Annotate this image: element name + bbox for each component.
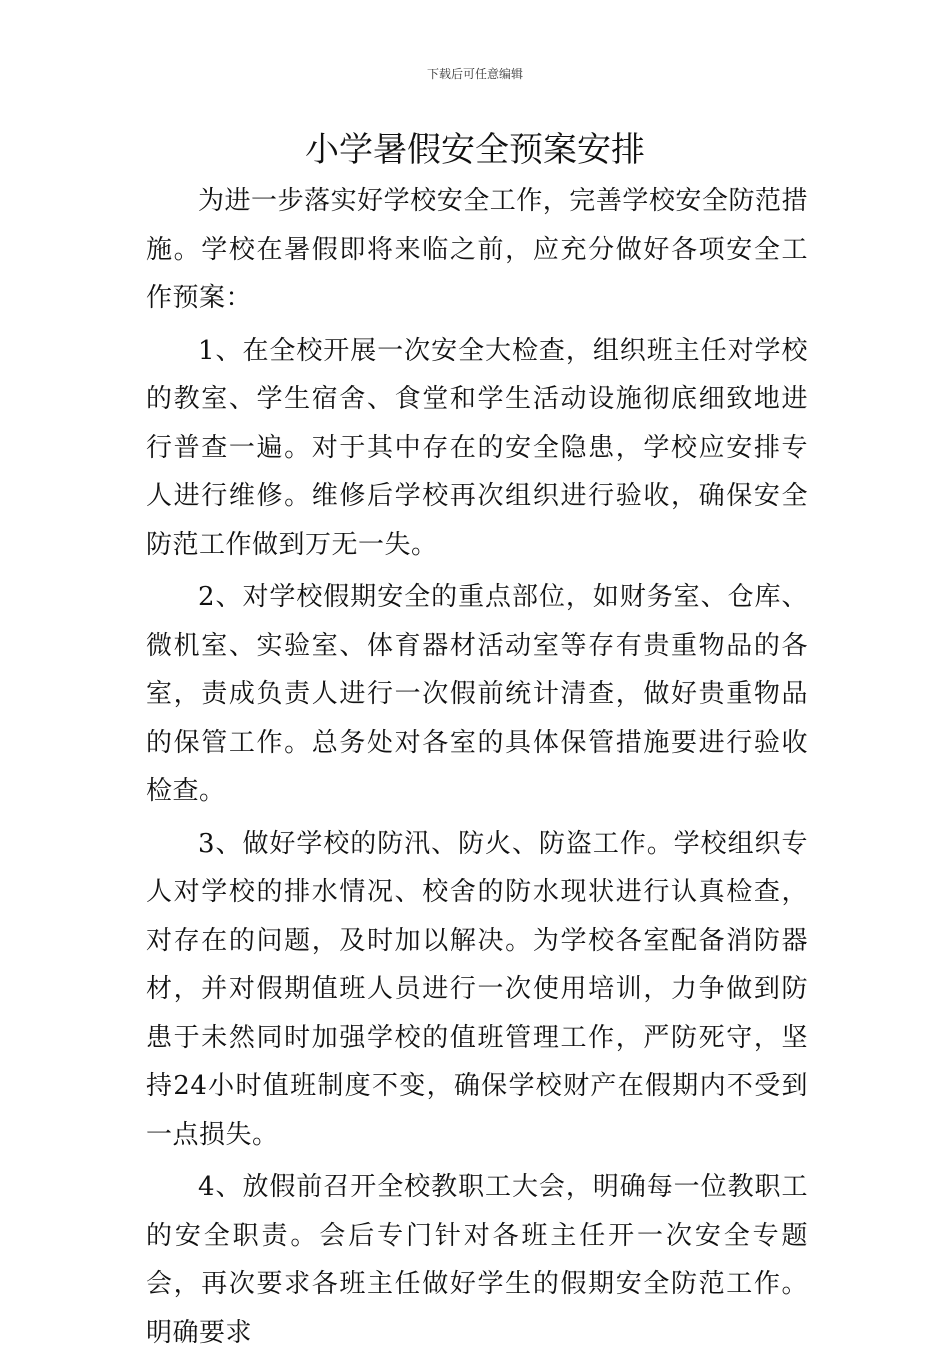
paragraph-item-2: 2、对学校假期安全的重点部位，如财务室、仓库、微机室、实验室、体育器材活动室等存有贵重物品的各室，责成负责人进行一次假前统计清查，做好贵重物品的保管工作。总务处对各室的具体保管措施要进行验收检查。	[146, 582, 808, 806]
paragraph-item-1: 1、在全校开展一次安全大检查，组织班主任对学校的教室、学生宿舍、食堂和学生活动设施彻底细致地进行普查一遍。对于其中存在的安全隐患，学校应安排专人进行维修。维修后学校再次组织进行验收，确保安全防范工作做到万无一失。	[146, 335, 808, 560]
paragraph-item-3: 3、做好学校的防汛、防火、防盗工作。学校组织专人对学校的排水情况、校舍的防水现状进行认真检查，对存在的问题，及时加以解决。为学校各室配备消防器材，并对假期值班人员进行一次使用培训，力争做到防患于未然同时加强学校的值班管理工作，严防死守，坚持24小时值班制度不变，确保学校财产在假期内不受到一点损失。	[146, 828, 808, 1150]
document-title: 小学暑假安全预案安排	[305, 130, 645, 170]
paragraph-item-4: 4、放假前召开全校教职工大会，明确每一位教职工的安全职责。会后专门针对各班主任开一次安全专题会，再次要求各班主任做好学生的假期安全防范工作。明确要求	[146, 1172, 808, 1348]
header-note: 下载后可任意编辑	[426, 67, 523, 81]
document-body	[146, 177, 808, 1357]
paragraph-intro: 为进一步落实好学校安全工作，完善学校安全防范措施。学校在暑假即将来临之前，应充分做好各项安全工作预案：	[146, 186, 808, 313]
